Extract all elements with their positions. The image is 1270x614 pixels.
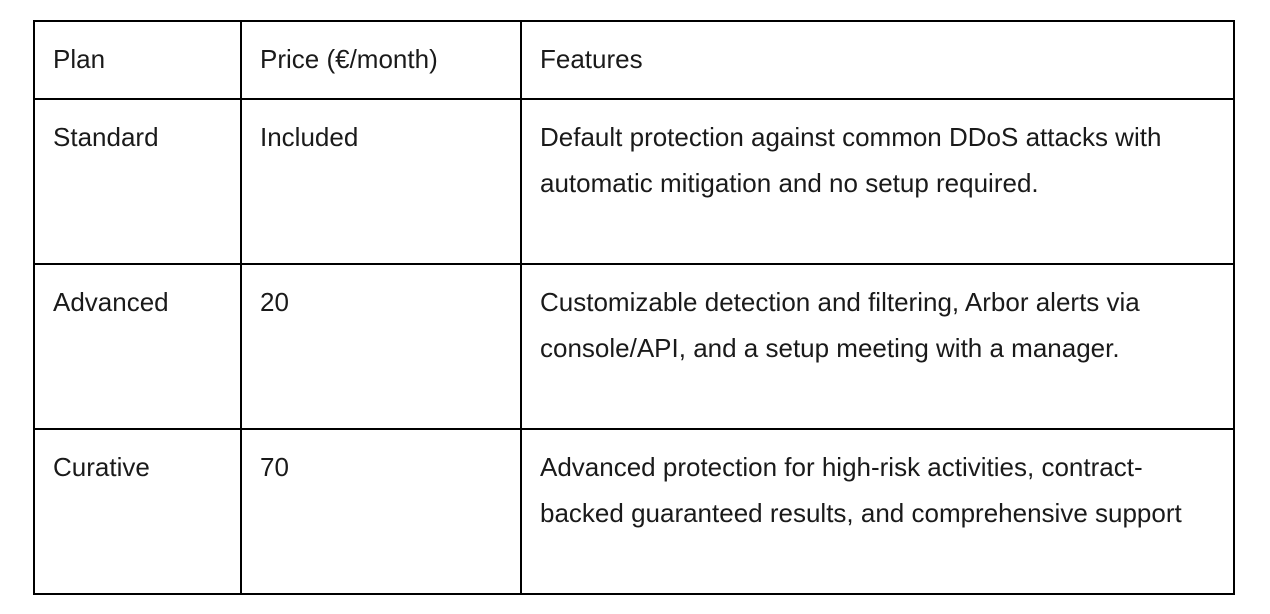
column-header-features: Features <box>521 21 1234 99</box>
table-row-standard <box>34 99 1234 264</box>
pricing-table <box>33 20 1235 595</box>
table-header <box>34 21 1234 99</box>
table-body <box>34 99 1234 594</box>
header-row <box>34 21 1234 99</box>
price-cell: 70 <box>241 429 521 594</box>
features-cell: Advanced protection for high-risk activities, contract-backed guaranteed results, and comprehensive support <box>521 429 1234 594</box>
price-cell: Included <box>241 99 521 264</box>
price-cell: 20 <box>241 264 521 429</box>
plan-cell: Standard <box>34 99 241 264</box>
column-header-price: Price (€/month) <box>241 21 521 99</box>
table-row-advanced <box>34 264 1234 429</box>
plan-cell: Curative <box>34 429 241 594</box>
table-row-curative <box>34 429 1234 594</box>
plan-cell: Advanced <box>34 264 241 429</box>
column-header-plan: Plan <box>34 21 241 99</box>
features-cell: Default protection against common DDoS attacks with automatic mitigation and no setup required. <box>521 99 1234 264</box>
features-cell: Customizable detection and filtering, Arbor alerts via console/API, and a setup meeting with a manager. <box>521 264 1234 429</box>
